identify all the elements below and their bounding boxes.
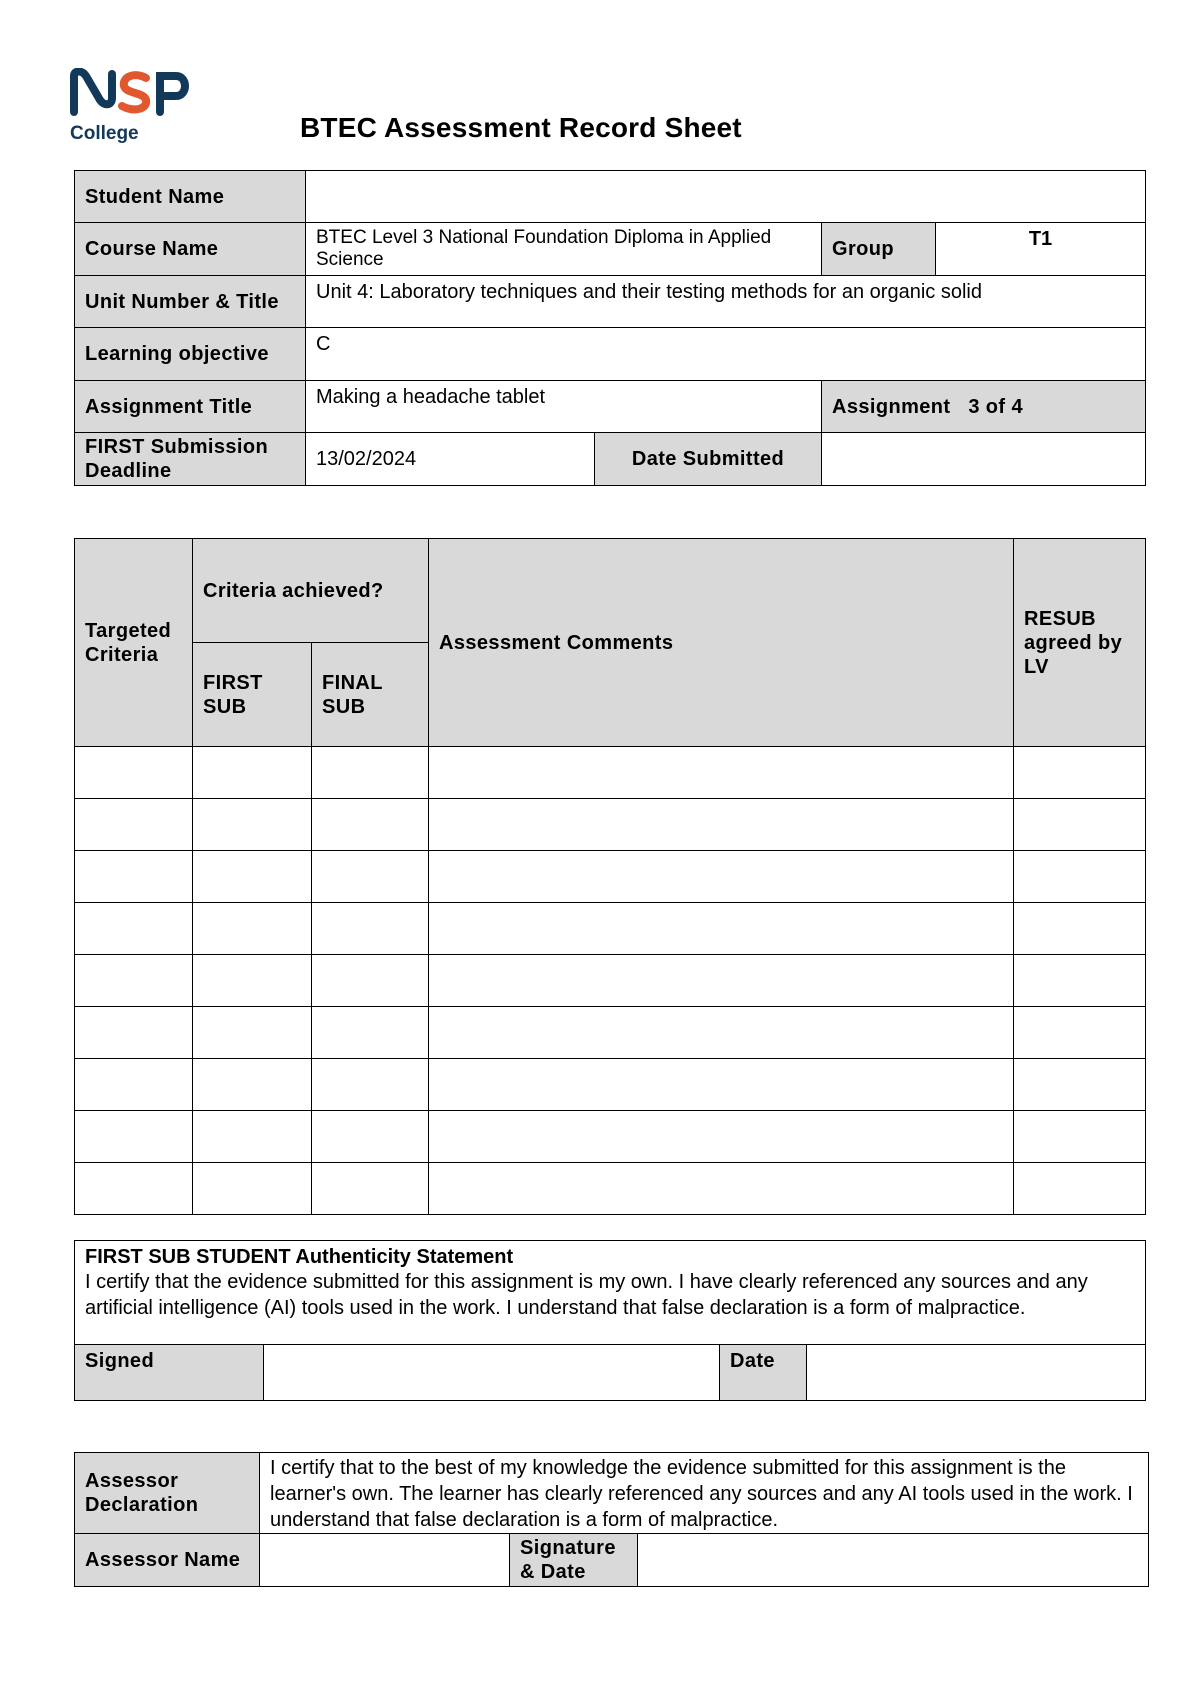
final-sub-header: FINAL SUB [312, 643, 429, 747]
targeted-criteria-header: Targeted Criteria [75, 539, 193, 747]
targeted-criteria-cell[interactable] [75, 1163, 193, 1215]
criteria-table [74, 538, 1146, 1215]
comments-cell[interactable] [429, 1059, 1014, 1111]
objective-label: Learning objective [75, 328, 306, 381]
logo-college-label: College [70, 123, 139, 144]
comments-cell[interactable] [429, 955, 1014, 1007]
first-sub-cell[interactable] [193, 903, 312, 955]
date-submitted-field[interactable] [822, 433, 1146, 486]
table-row [75, 1111, 1146, 1163]
table-row [75, 799, 1146, 851]
comments-cell[interactable] [429, 799, 1014, 851]
nsp-logo-icon [70, 68, 194, 118]
student-name-label: Student Name [75, 171, 306, 223]
final-sub-cell[interactable] [312, 799, 429, 851]
resub-cell[interactable] [1014, 1059, 1146, 1111]
authenticity-text: I certify that the evidence submitted for this assignment is my own. I have clearly referenced any sources and any artificial intelligence (AI) tools used in the work. I understand that false declaration is a form of malpractice. [85, 1271, 1088, 1319]
final-sub-cell[interactable] [312, 1163, 429, 1215]
table-row [75, 903, 1146, 955]
date-label: Date [720, 1345, 807, 1401]
assignment-title-value: Making a headache tablet [306, 381, 822, 433]
page-title: BTEC Assessment Record Sheet [300, 112, 742, 143]
assignment-title-label: Assignment Title [75, 381, 306, 433]
student-name-field[interactable] [306, 171, 1146, 223]
table-row [75, 955, 1146, 1007]
assessor-declaration-text: I certify that to the best of my knowledge the evidence submitted for this assignment is the learner's own. The learner has clearly referenced any sources and any AI tools used in the work. I understand that false declaration is a form of malpractice. [260, 1453, 1149, 1534]
resub-cell[interactable] [1014, 1007, 1146, 1059]
table-row [75, 1007, 1146, 1059]
deadline-label: FIRST Submission Deadline [75, 433, 306, 486]
unit-value: Unit 4: Laboratory techniques and their testing methods for an organic solid [306, 276, 1146, 328]
comments-cell[interactable] [429, 903, 1014, 955]
targeted-criteria-cell[interactable] [75, 799, 193, 851]
targeted-criteria-cell[interactable] [75, 903, 193, 955]
resub-cell[interactable] [1014, 747, 1146, 799]
targeted-criteria-cell[interactable] [75, 955, 193, 1007]
final-sub-cell[interactable] [312, 747, 429, 799]
assessor-name-label: Assessor Name [75, 1534, 260, 1587]
comments-cell[interactable] [429, 1111, 1014, 1163]
assessor-name-field[interactable] [260, 1534, 510, 1587]
resub-cell[interactable] [1014, 799, 1146, 851]
table-row [75, 1059, 1146, 1111]
date-submitted-label: Date Submitted [595, 433, 822, 486]
final-sub-cell[interactable] [312, 851, 429, 903]
first-sub-cell[interactable] [193, 799, 312, 851]
criteria-achieved-header: Criteria achieved? [193, 539, 429, 643]
student-date-field[interactable] [807, 1345, 1146, 1401]
course-name-label: Course Name [75, 223, 306, 276]
signature-date-label: Signature & Date [510, 1534, 638, 1587]
resub-cell[interactable] [1014, 851, 1146, 903]
first-sub-cell[interactable] [193, 1059, 312, 1111]
student-signature-field[interactable] [264, 1345, 720, 1401]
deadline-value: 13/02/2024 [306, 433, 595, 486]
first-sub-cell[interactable] [193, 1007, 312, 1059]
group-value: T1 [936, 223, 1146, 276]
final-sub-cell[interactable] [312, 955, 429, 1007]
authenticity-heading: FIRST SUB STUDENT Authenticity Statement [85, 1246, 514, 1268]
first-sub-cell[interactable] [193, 747, 312, 799]
table-row [75, 747, 1146, 799]
resub-cell[interactable] [1014, 955, 1146, 1007]
first-sub-header: FIRST SUB [193, 643, 312, 747]
targeted-criteria-cell[interactable] [75, 1059, 193, 1111]
first-sub-cell[interactable] [193, 1111, 312, 1163]
first-sub-cell[interactable] [193, 1163, 312, 1215]
authenticity-statement [75, 1241, 1146, 1345]
resub-header: RESUB agreed by LV [1014, 539, 1146, 747]
unit-label: Unit Number & Title [75, 276, 306, 328]
info-table [74, 170, 1146, 486]
targeted-criteria-cell[interactable] [75, 747, 193, 799]
resub-cell[interactable] [1014, 1111, 1146, 1163]
resub-cell[interactable] [1014, 1163, 1146, 1215]
assessor-signature-field[interactable] [638, 1534, 1149, 1587]
assessor-table [74, 1452, 1149, 1587]
comments-cell[interactable] [429, 1007, 1014, 1059]
comments-cell[interactable] [429, 1163, 1014, 1215]
first-sub-cell[interactable] [193, 851, 312, 903]
comments-cell[interactable] [429, 851, 1014, 903]
first-sub-cell[interactable] [193, 955, 312, 1007]
group-label: Group [822, 223, 936, 276]
comments-cell[interactable] [429, 747, 1014, 799]
assessment-comments-header: Assessment Comments [429, 539, 1014, 747]
objective-value: C [306, 328, 1146, 381]
final-sub-cell[interactable] [312, 1007, 429, 1059]
college-logo [70, 68, 194, 142]
course-name-value: BTEC Level 3 National Foundation Diploma in Applied Science [306, 223, 822, 276]
resub-cell[interactable] [1014, 903, 1146, 955]
table-row [75, 851, 1146, 903]
targeted-criteria-cell[interactable] [75, 1111, 193, 1163]
assessor-declaration-label: Assessor Declaration [75, 1453, 260, 1534]
final-sub-cell[interactable] [312, 1059, 429, 1111]
table-row [75, 1163, 1146, 1215]
final-sub-cell[interactable] [312, 903, 429, 955]
final-sub-cell[interactable] [312, 1111, 429, 1163]
targeted-criteria-cell[interactable] [75, 1007, 193, 1059]
assignment-number-label: Assignment 3 of 4 [822, 381, 1146, 433]
authenticity-table [74, 1240, 1146, 1401]
signed-label: Signed [75, 1345, 264, 1401]
targeted-criteria-cell[interactable] [75, 851, 193, 903]
